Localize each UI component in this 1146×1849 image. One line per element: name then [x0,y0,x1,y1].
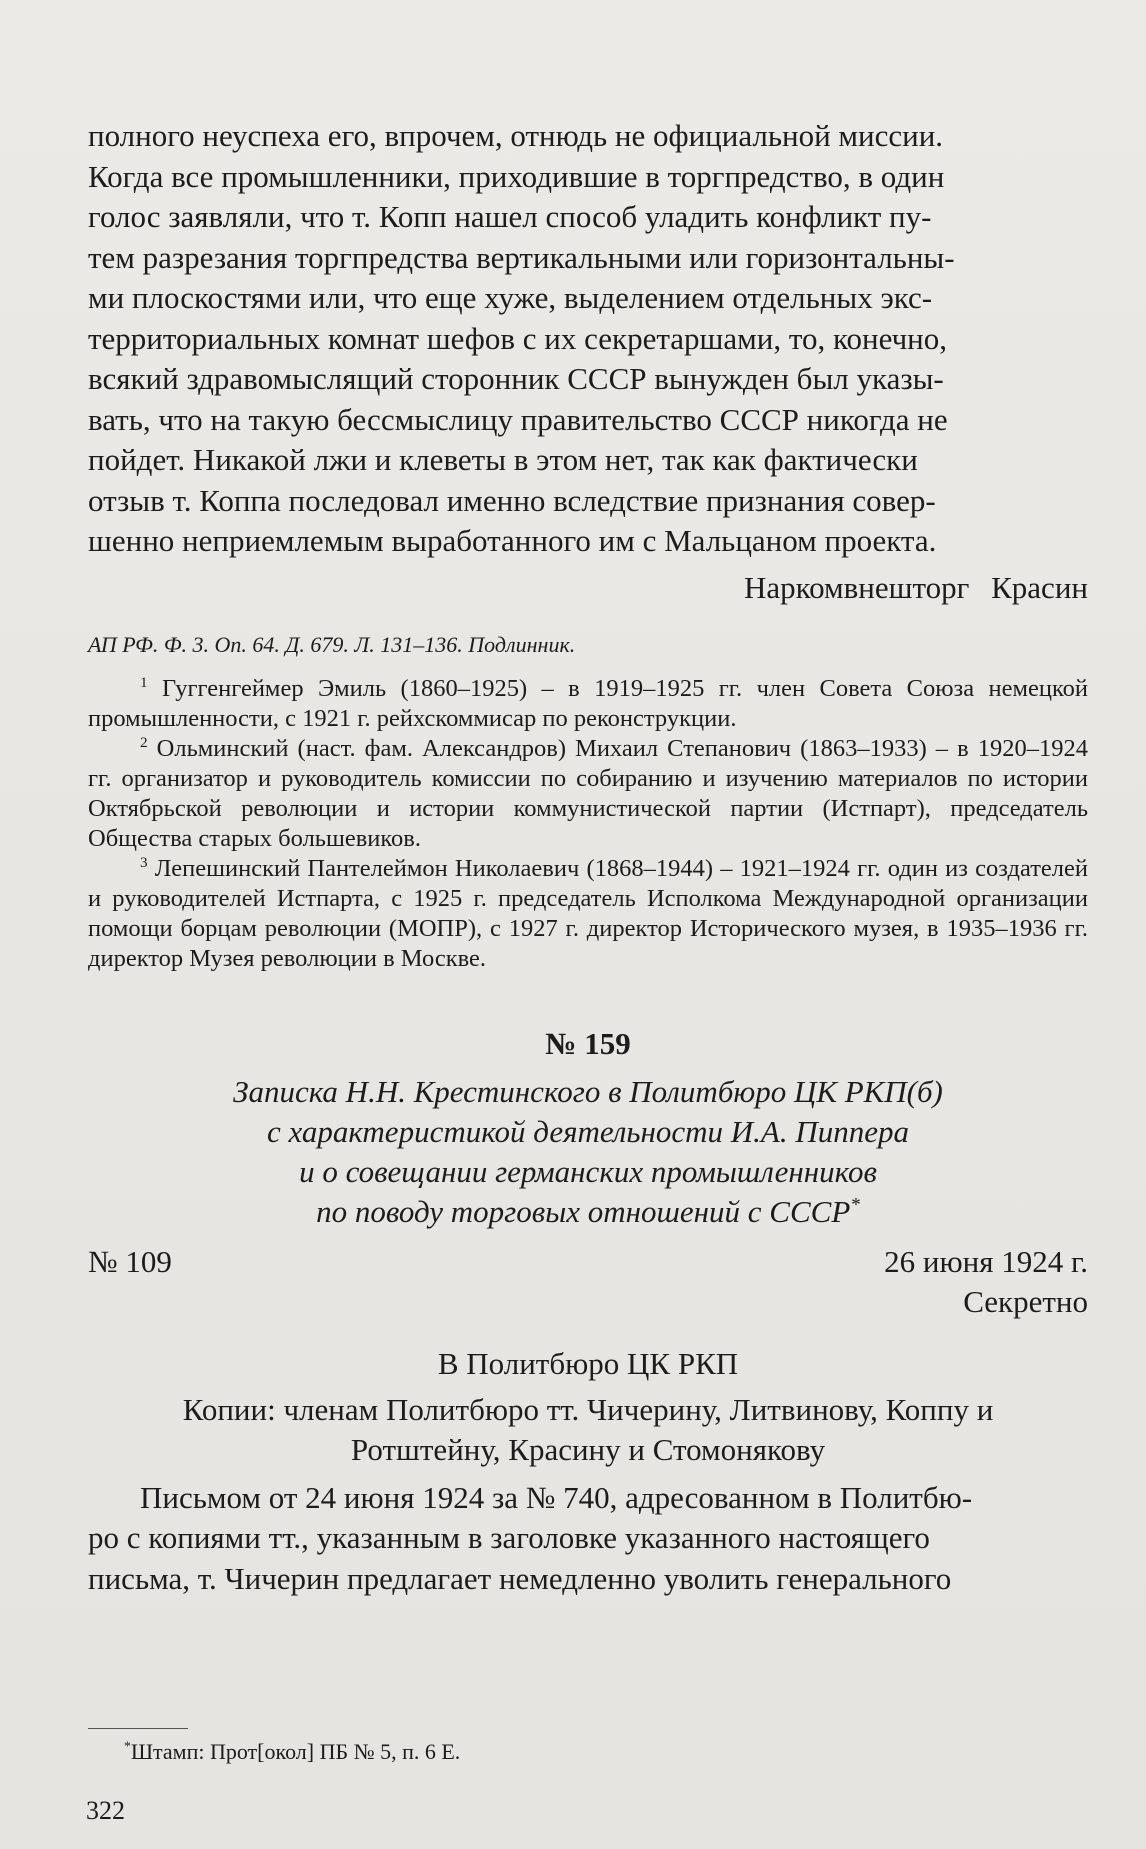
title-line: и о совещании германских промышленников [299,1153,877,1189]
endnote [88,854,1088,974]
paragraph-line: отзыв т. Коппа последовал именно вследствие признания совер- [88,482,936,518]
footnote [88,1738,1088,1766]
endnote-text: Лепешинский Пантелеймон Николаевич (1868–1944) – 1921–1924 гг. один из создателей и руководителей Истпарта, с 1925 г. председатель Исполкома Международной организации помощи борцам революции (МОПР), с 1927 г. директор Исторического музея, в 1935–1936 гг. директор Музея революции в Москве. [88,854,1089,972]
paragraph-line: шенно неприемлемым выработанного им с Мальцаном проекта. [88,523,937,558]
document-meta [88,1242,1088,1282]
body-line: письма, т. Чичерин предлагает немедленно уволить генерального [88,1560,952,1596]
endnote-text: Гуггенгеймер Эмиль (1860–1925) – в 1919–1925 гг. член Совета Союза немецкой промышленности, с 1921 г. рейхскоммисар по реконструкции. [88,674,1088,732]
paragraph-line: вать, что на такую бессмыслицу правительство СССР никогда не [88,401,948,437]
footnote-block [88,1738,1088,1766]
footnote-separator [88,1728,188,1729]
paragraph-line: полного неуспеха его, впрочем, отнюдь не официальной миссии. [88,118,944,153]
title-line [88,1192,1088,1232]
endnote-number: 1 [140,673,148,691]
document-body [88,1478,1088,1600]
footnote-marker: * [850,1194,860,1216]
body-line: Письмом от 24 июня 1924 за № 740, адресованном в Политбю- [140,1479,973,1515]
copies-line: Копии: членам Политбюро тт. Чичерину, Литвинову, Коппу и [182,1391,994,1427]
endnote-text: Ольминский (наст. фам. Александров) Михаил Степанович (1863–1933) – в 1920–1924 гг. организатор и руководитель комиссии по собиранию и изучению материалов по истории Октябрьской революции и истории коммунистической партии (Истпарт), председатель Общества старых большевиков. [88,734,1089,852]
paragraph-line: территориальных комнат шефов с их секретаршами, то, конечно, [88,320,947,356]
body-line: ро с копиями тт., указанным в заголовке указанного настоящего [88,1520,930,1555]
main-text-block [88,116,1088,1599]
endnote-number: 3 [140,853,148,871]
endnote [88,734,1088,854]
footnote-text: Штамп: Прот[окол] ПБ № 5, п. 6 Е. [130,1739,461,1764]
paragraph-line: ми плоскостями или, что еще хуже, выделением отдельных экс- [88,280,933,315]
footnote-mark: * [124,1738,131,1754]
document-date: 26 июня 1924 г. [884,1243,1088,1279]
page-number: 322 [86,1796,125,1825]
endnotes [88,674,1088,974]
signature: Наркомвнешторг Красин [744,569,1088,605]
title-line: с характеристикой деятельности И.А. Пиппера [266,1113,910,1149]
title-line-text: по поводу торговых отношений с СССР [316,1193,851,1229]
title-line: Записка Н.Н. Крестинского в Политбюро ЦК РКП(б) [233,1073,943,1109]
endnote [88,674,1088,734]
document-title [88,1072,1088,1232]
document-header [88,1024,1088,1600]
outgoing-number: № 109 [88,1243,172,1279]
paragraph-line: пойдет. Никакой лжи и клеветы в этом нет, так как фактически [88,442,918,477]
paragraph-line: Когда все промышленники, приходившие в торгпредство, в один [88,158,945,194]
paragraph-line: всякий здравомыслящий сторонник СССР вынужден был указы- [88,361,944,396]
archive-reference: АП РФ. Ф. 3. Оп. 64. Д. 679. Л. 131–136. Подлинник. [88,631,576,657]
paragraph-line: голос заявляли, что т. Копп нашел способ уладить конфликт пу- [88,199,932,234]
endnote-number: 2 [140,733,148,751]
paragraph-line: тем разрезания торгпредства вертикальными или горизонтальны- [88,239,955,275]
document-number: № 159 [545,1025,631,1061]
secrecy-stamp: Секретно [963,1283,1088,1319]
addressee: В Политбюро ЦК РКП [437,1345,739,1381]
copies-line: Ротштейну, Красину и Стомонякову [350,1431,826,1467]
